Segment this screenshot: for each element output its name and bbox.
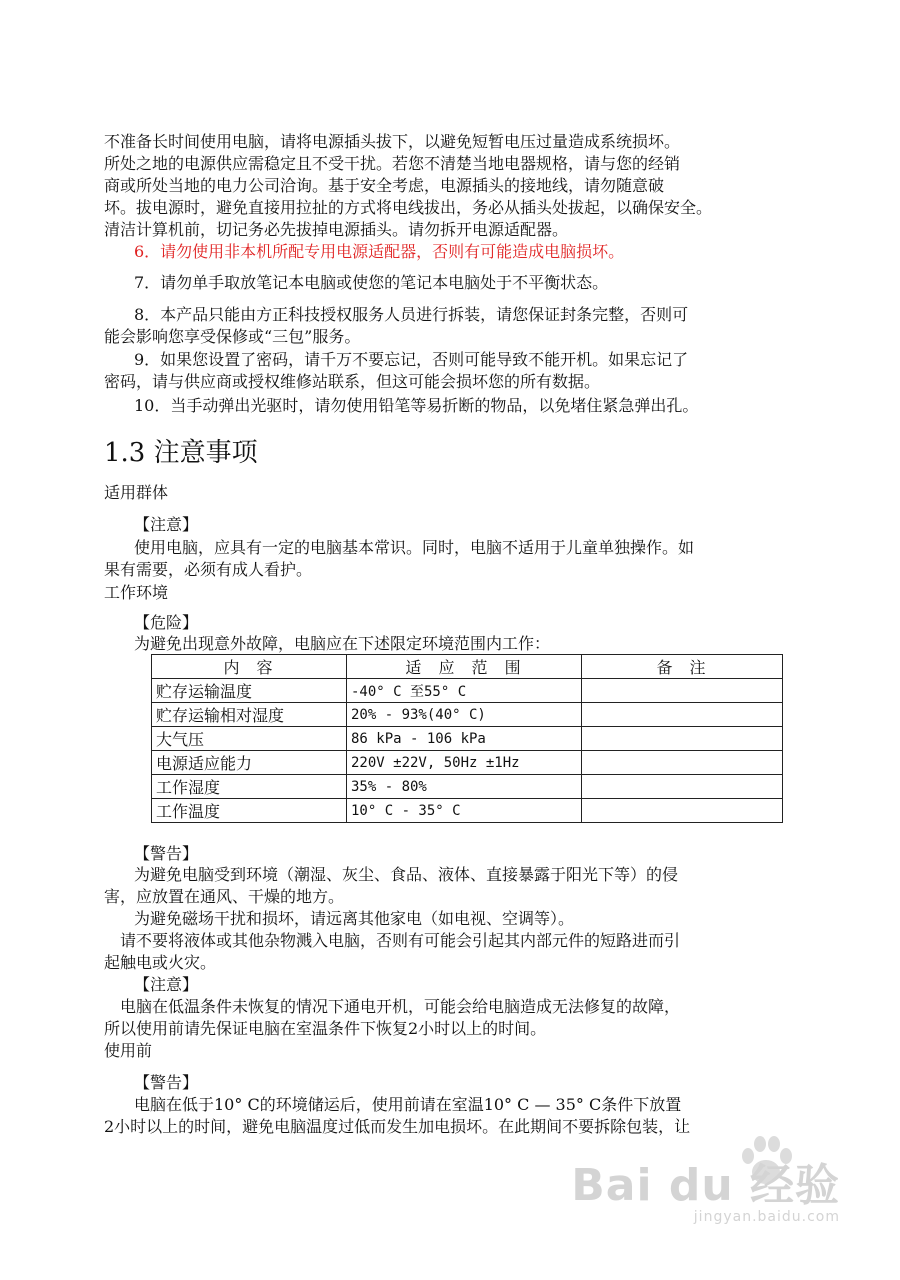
text-line: 坏。拔电源时，避免直接用拉扯的方式将电线拔出，务必从插头处拔起，以确保安全。 <box>104 198 713 217</box>
warning-tag: 【警告】 <box>134 844 199 863</box>
watermark-url: jingyan.baidu.com <box>693 1209 840 1225</box>
row-remarks <box>582 775 783 799</box>
warning-text-line: 为避免磁场干扰和损坏，请远离其他家电（如电视、空调等）。 <box>134 909 575 928</box>
text-line: 所处之地的电源供应需稳定且不受干扰。若您不清楚当地电器规格，请与您的经销 <box>104 154 681 173</box>
section-title: 1.3 注意事项 <box>104 438 258 468</box>
text-line: 清洁计算机前，切记务必先拔掉电源插头。请勿拆开电源适配器。 <box>104 220 569 239</box>
row-remarks <box>582 727 783 751</box>
item-8-line: 能会影响您享受保修或“三包”服务。 <box>104 327 361 346</box>
row-label: 工作温度 <box>152 799 347 823</box>
item-9-line: 9．如果您设置了密码，请千万不要忘记，否则可能导致不能开机。如果忘记了 <box>134 350 689 369</box>
usage-text-line: 果有需要，必须有成人看护。 <box>104 560 313 579</box>
row-remarks <box>582 703 783 727</box>
row-range: 10° C - 35° C <box>347 799 582 823</box>
row-remarks <box>582 799 783 823</box>
subheading-before-use: 使用前 <box>104 1041 153 1060</box>
subheading-work-env: 工作环境 <box>104 583 169 602</box>
notice-text-line: 电脑在低温条件未恢复的情况下通电开机，可能会给电脑造成无法修复的故障， <box>120 997 681 1016</box>
text-line: 不准备长时间使用电脑，请将电源插头拔下，以避免短暂电压过量造成系统损坏。 <box>104 132 681 151</box>
table-row <box>152 703 783 727</box>
watermark-logo: Bai du 经验 <box>571 1160 840 1211</box>
row-label: 电源适应能力 <box>152 751 347 775</box>
item-8-line: 8．本产品只能由方正科技授权服务人员进行拆装，请您保证封条完整，否则可 <box>134 305 689 324</box>
notice-tag: 【注意】 <box>134 975 199 994</box>
row-label: 贮存运输温度 <box>152 679 347 703</box>
subheading-applicable-group: 适用群体 <box>104 483 169 502</box>
text-line: 商或所处当地的电力公司洽询。基于安全考虑，电源插头的接地线，请勿随意破 <box>104 176 665 195</box>
table-row <box>152 751 783 775</box>
table-row <box>152 799 783 823</box>
item-10: 10．当手动弹出光驱时，请勿使用铅笔等易折断的物品，以免堵住紧急弹出孔。 <box>134 396 699 415</box>
table-row <box>152 679 783 703</box>
warning-text-line: 为避免电脑受到环境（潮湿、灰尘、食品、液体、直接暴露于阳光下等）的侵 <box>134 865 679 884</box>
row-remarks <box>582 751 783 775</box>
baidu-watermark <box>571 1149 840 1225</box>
item-7: 7．请勿单手取放笔记本电脑或使您的笔记本电脑处于不平衡状态。 <box>134 273 609 292</box>
danger-text: 为避免出现意外故障，电脑应在下述限定环境范围内工作： <box>134 634 551 653</box>
danger-tag: 【危险】 <box>134 613 199 632</box>
row-range: 35% - 80% <box>347 775 582 799</box>
row-label: 贮存运输相对湿度 <box>152 703 347 727</box>
warning-text-line: 起触电或火灾。 <box>104 953 217 972</box>
environment-table <box>151 654 783 823</box>
row-range: 220V ±22V, 50Hz ±1Hz <box>347 751 582 775</box>
warning-tag: 【警告】 <box>134 1073 199 1092</box>
row-range: 86 kPa - 106 kPa <box>347 727 582 751</box>
header-remarks: 备 注 <box>582 655 783 679</box>
header-range: 适 应 范 围 <box>347 655 582 679</box>
notice-text-line: 所以使用前请先保证电脑在室温条件下恢复2小时以上的时间。 <box>104 1019 547 1038</box>
warning-text-line: 电脑在低于10° C的环境储运后，使用前请在室温10° C — 35° C条件下放置 <box>134 1095 682 1114</box>
table-header-row <box>152 655 783 679</box>
row-label: 工作湿度 <box>152 775 347 799</box>
usage-text-line: 使用电脑，应具有一定的电脑基本常识。同时，电脑不适用于儿童单独操作。如 <box>134 538 695 557</box>
warning-text-line: 2小时以上的时间，避免电脑温度过低而发生加电损坏。在此期间不要拆除包装，让 <box>104 1117 691 1136</box>
row-label: 大气压 <box>152 727 347 751</box>
warning-text-line: 请不要将液体或其他杂物溅入电脑，否则有可能会引起其内部元件的短路进而引 <box>120 931 681 950</box>
table-row <box>152 775 783 799</box>
notice-tag: 【注意】 <box>134 515 199 534</box>
item-6-warning: 6．请勿使用非本机所配专用电源适配器，否则有可能造成电脑损坏。 <box>134 242 625 261</box>
row-range: -40° C 至55° C <box>347 679 582 703</box>
item-9-line: 密码，请与供应商或授权维修站联系，但这可能会损坏您的所有数据。 <box>104 372 601 391</box>
row-remarks <box>582 679 783 703</box>
warning-text-line: 害，应放置在通风、干燥的地方。 <box>104 887 345 906</box>
header-content: 内 容 <box>152 655 347 679</box>
table-row <box>152 727 783 751</box>
row-range: 20% - 93%(40° C) <box>347 703 582 727</box>
